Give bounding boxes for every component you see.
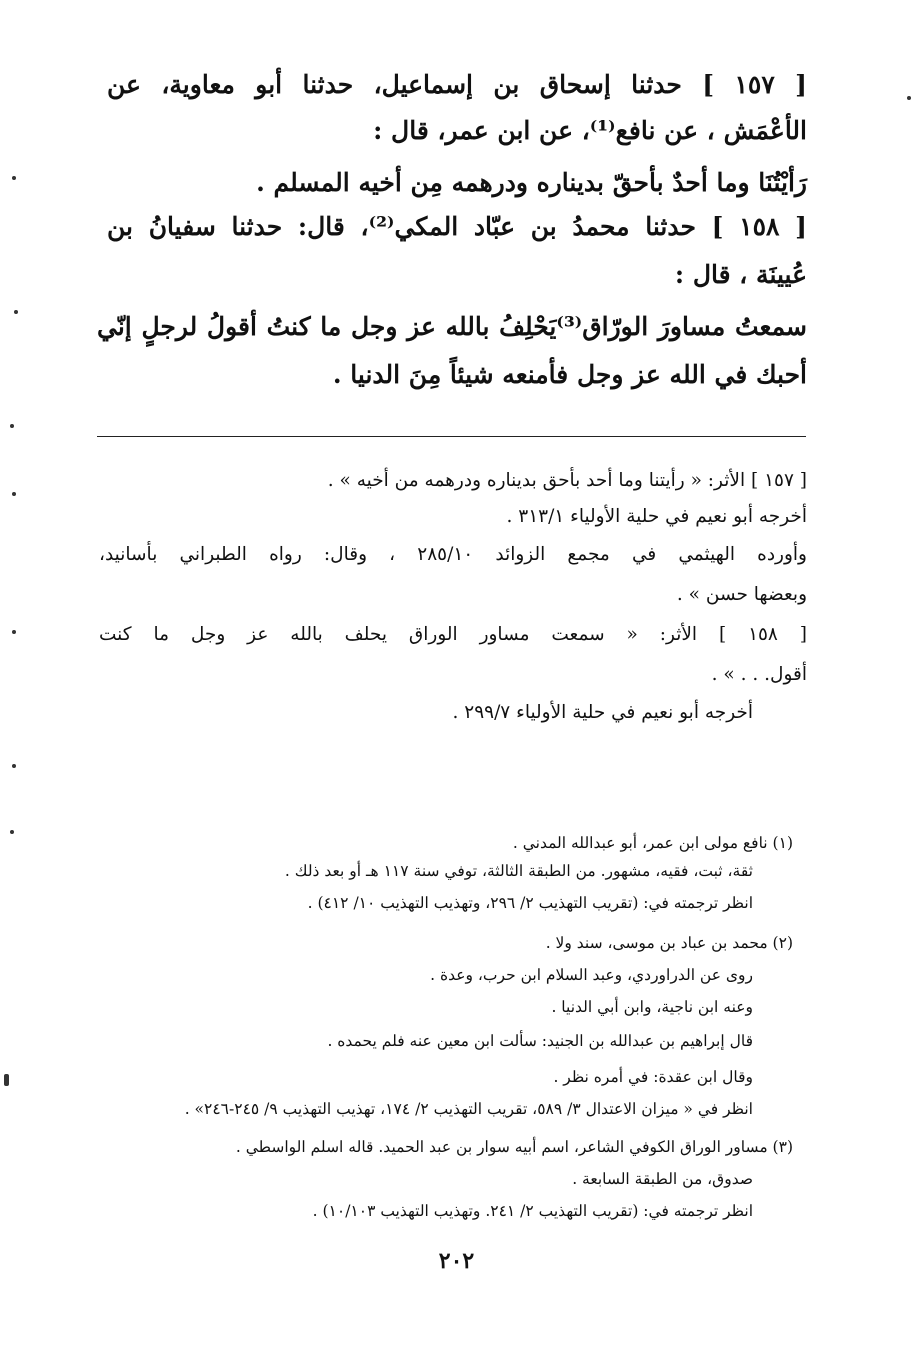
note-157-line-1: [ ١٥٧ ] الأثر: « رأيتنا وما أحد بأحق بديناره ودرهمه من أخيه » . bbox=[327, 470, 807, 491]
note-158-line-2: أقول. . . » . bbox=[711, 664, 807, 685]
footnote-2-line-1: (٢) محمد بن عباد بن موسى، سند ولا . bbox=[545, 934, 793, 952]
footnote-2-line-6: انظر في « ميزان الاعتدال ٣/ ٥٨٩، تقريب التهذيب ٢/ ١٧٤، تهذيب التهذيب ٩/ ٢٤٥-٢٤٦» . bbox=[184, 1100, 753, 1118]
footnote-2-line-5: وقال ابن عقدة: في أمره نظر . bbox=[553, 1068, 753, 1086]
footnote-2-line-3: وعنه ابن ناجية، وابن أبي الدنيا . bbox=[551, 998, 753, 1016]
hadith-157-line-1: [ ١٥٧ ] حدثنا إسحاق بن إسماعيل، حدثنا أبو معاوية، عن bbox=[107, 70, 807, 99]
hadith-158-line-3: سمعتُ مساورَ الورّاق⁽³⁾يَحْلِفُ بالله عز وجل ما كنتُ أقولُ لرجلٍ إنّي bbox=[97, 312, 807, 341]
footnote-1-line-2: ثقة، ثبت، فقيه، مشهور. من الطبقة الثالثة، توفي سنة ١١٧ هـ أو بعد ذلك . bbox=[284, 862, 753, 880]
scan-speck bbox=[12, 176, 16, 180]
scan-speck bbox=[12, 492, 16, 496]
separator-rule bbox=[97, 436, 806, 437]
scan-speck bbox=[12, 630, 16, 634]
hadith-157-line-2: الأعْمَش ، عن نافع⁽¹⁾، عن ابن عمر، قال : bbox=[373, 116, 807, 145]
footnote-3-line-1: (٣) مساور الوراق الكوفي الشاعر، اسم أبيه سوار بن عبد الحميد. قاله اسلم الواسطي . bbox=[235, 1138, 793, 1156]
scan-speck bbox=[10, 424, 14, 428]
hadith-158-line-1: [ ١٥٨ ] حدثنا محمدُ بن عبّاد المكي⁽²⁾، قال: حدثنا سفيانُ بن bbox=[107, 212, 807, 241]
hadith-157-line-3: رَأيْتُنَا وما أحدٌ بأحقّ بديناره ودرهمه مِن أخيه المسلم . bbox=[256, 168, 807, 197]
scan-speck bbox=[4, 1074, 9, 1086]
footnote-2-line-4: قال إبراهيم بن عبدالله بن الجنيد: سألت ابن معين عنه فلم يحمده . bbox=[327, 1032, 753, 1050]
footnote-3-line-2: صدوق، من الطبقة السابعة . bbox=[572, 1170, 753, 1188]
scan-speck bbox=[12, 764, 16, 768]
page-number: ٢٠٢ bbox=[438, 1248, 475, 1274]
footnote-1-line-1: (١) نافع مولى ابن عمر، أبو عبدالله المدني . bbox=[512, 834, 793, 852]
hadith-158-line-4: أحبك في الله عز وجل فأمنعه شيئاً مِنَ الدنيا . bbox=[332, 360, 807, 389]
footnote-1-line-3: انظر ترجمته في: (تقريب التهذيب ٢/ ٢٩٦، وتهذيب التهذيب ١٠/ ٤١٢) . bbox=[307, 894, 753, 912]
note-157-line-3: وأورده الهيثمي في مجمع الزوائد ٢٨٥/١٠ ، وقال: رواه الطبراني بأسانيد، bbox=[99, 544, 807, 565]
note-158-line-3: أخرجه أبو نعيم في حلية الأولياء ٢٩٩/٧ . bbox=[452, 702, 753, 723]
footnote-2-line-2: روى عن الدراوردي، وعبد السلام ابن حرب، وعدة . bbox=[430, 966, 753, 984]
scan-speck bbox=[14, 310, 18, 314]
footnote-3-line-3: انظر ترجمته في: (تقريب التهذيب ٢/ ٢٤١. وتهذيب التهذيب ١٠/١٠٣) . bbox=[312, 1202, 753, 1220]
scan-speck bbox=[10, 830, 14, 834]
hadith-158-line-2: عُيينَة ، قال : bbox=[674, 260, 807, 289]
note-157-line-2: أخرجه أبو نعيم في حلية الأولياء ٣١٣/١ . bbox=[506, 506, 807, 527]
note-157-line-4: وبعضها حسن » . bbox=[676, 584, 807, 605]
note-158-line-1: [ ١٥٨ ] الأثر: « سمعت مساور الوراق يحلف بالله عز وجل ما كنت bbox=[99, 624, 807, 645]
scan-speck bbox=[907, 96, 911, 100]
